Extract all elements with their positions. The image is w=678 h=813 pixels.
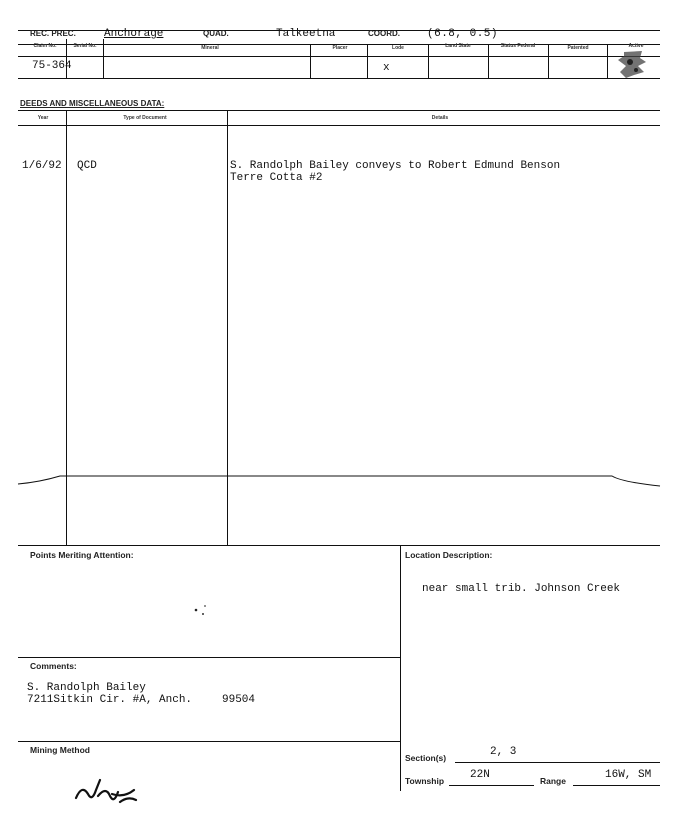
range-value: 16W, SM [605, 769, 652, 781]
lode-mark: x [383, 62, 390, 74]
col-type-of-document: Type of Document [123, 115, 167, 121]
deed-details-line-1: S. Randolph Bailey conveys to Robert Edmund Benson [230, 160, 561, 172]
claim-number: 75-364 [32, 60, 72, 72]
col-claim-no: Claim No. [33, 43, 57, 49]
section-value: 2, 3 [490, 746, 517, 758]
coord-label: COORD. [368, 29, 400, 38]
active-stamp-mark [612, 48, 652, 82]
col-active: Active [628, 43, 644, 49]
fold-line [0, 468, 678, 498]
quad-value: Talkeetna [276, 28, 336, 40]
col-lode: Lode [392, 45, 404, 51]
comments-line-2: 7211Sitkin Cir. #A, Anch. [27, 694, 193, 706]
col-placer: Placer [332, 45, 348, 51]
col-serial-no: Serial No. [73, 43, 97, 49]
mining-method-label: Mining Method [30, 745, 90, 755]
rec-prec-value: Anchorage [104, 28, 164, 40]
deeds-title: DEEDS AND MISCELLANEOUS DATA: [20, 99, 165, 108]
section-label: Section(s) [405, 753, 447, 763]
col-mineral: Mineral [201, 45, 219, 51]
col-details: Details [431, 115, 449, 121]
handwritten-initials [72, 776, 142, 806]
township-value: 22N [470, 769, 490, 781]
rec-prec-label: REC. PREC. [30, 29, 76, 38]
col-land-state: Land State [445, 43, 471, 49]
deed-type: QCD [77, 160, 97, 172]
comments-zip: 99504 [222, 694, 256, 706]
col-status-federal: Status Federal [500, 43, 536, 49]
location-label: Location Description: [405, 550, 493, 560]
quad-label: QUAD. [203, 29, 229, 38]
col-patented: Patented [567, 45, 589, 51]
coord-value: (6.8, 0.5) [427, 28, 499, 40]
col-year: Year [37, 115, 49, 121]
range-label: Range [540, 776, 566, 786]
comments-line-1: S. Randolph Bailey [27, 682, 146, 694]
ink-speck [192, 600, 216, 618]
deed-details-line-2: Terre Cotta #2 [230, 172, 323, 184]
deed-year: 1/6/92 [22, 160, 62, 172]
comments-label: Comments: [30, 661, 77, 671]
points-label: Points Meriting Attention: [30, 550, 134, 560]
location-text: near small trib. Johnson Creek [422, 583, 621, 595]
township-label: Township [405, 776, 445, 786]
